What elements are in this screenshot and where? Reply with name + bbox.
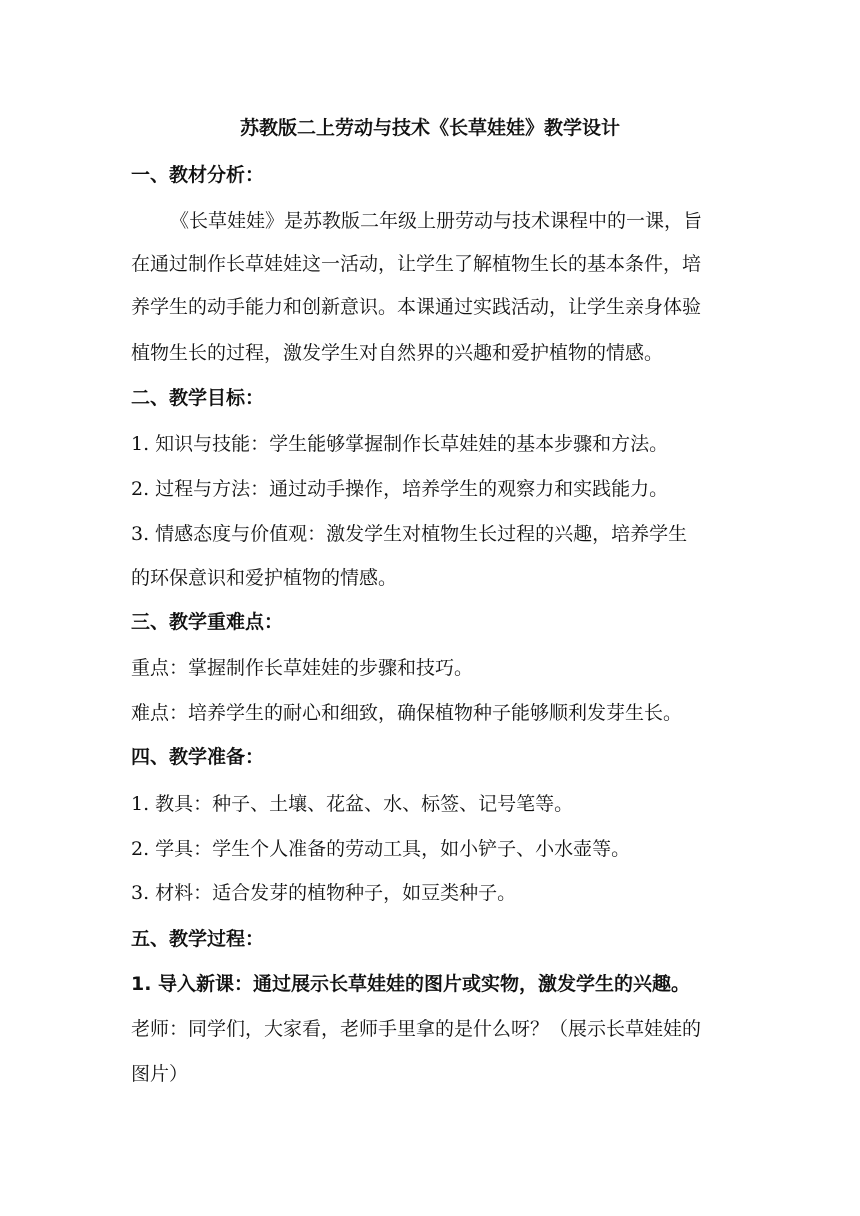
paragraph-line: 养学生的动手能力和创新意识。本课通过实践活动，让学生亲身体验 [131,296,702,318]
document-title: 苏教版二上劳动与技术《长草娃娃》教学设计 [239,117,620,139]
section-heading-analysis: 一、教材分析： [131,164,265,186]
keypoint-line: 重点：掌握制作长草娃娃的步骤和技巧。 [131,657,474,679]
section-heading-preparation: 四、教学准备： [131,746,265,768]
section-heading-process: 五、教学过程： [131,928,265,950]
list-item: 1. 知识与技能：学生能够掌握制作长草娃娃的基本步骤和方法。 [131,433,669,455]
list-item: 2. 学具：学生个人准备的劳动工具，如小铲子、小水壶等。 [131,838,631,860]
list-item: 1. 教具：种子、土壤、花盆、水、标签、记号笔等。 [131,793,574,815]
paragraph-line: 在通过制作长草娃娃这一活动，让学生了解植物生长的基本条件，培 [131,253,702,275]
dialogue-line: 图片） [131,1063,189,1085]
list-item: 3. 材料：适合发芽的植物种子，如豆类种子。 [131,882,517,904]
list-item: 2. 过程与方法：通过动手操作，培养学生的观察力和实践能力。 [131,478,669,500]
dialogue-line: 老师：同学们，大家看，老师手里拿的是什么呀？（展示长草娃娃的 [131,1018,702,1040]
paragraph-line: 《长草娃娃》是苏教版二年级上册劳动与技术课程中的一课，旨 [170,210,703,232]
process-step-heading: 1. 导入新课：通过展示长草娃娃的图片或实物，激发学生的兴趣。 [131,973,691,995]
section-heading-keypoints: 三、教学重难点： [131,611,284,633]
list-item: 3. 情感态度与价值观：激发学生对植物生长过程的兴趣，培养学生 [131,523,688,545]
section-heading-goals: 二、教学目标： [131,387,265,409]
list-item-continuation: 的环保意识和爱护植物的情感。 [131,567,398,589]
paragraph-line: 植物生长的过程，激发学生对自然界的兴趣和爱护植物的情感。 [131,342,664,364]
keypoint-line: 难点：培养学生的耐心和细致，确保植物种子能够顺利发芽生长。 [131,702,683,724]
